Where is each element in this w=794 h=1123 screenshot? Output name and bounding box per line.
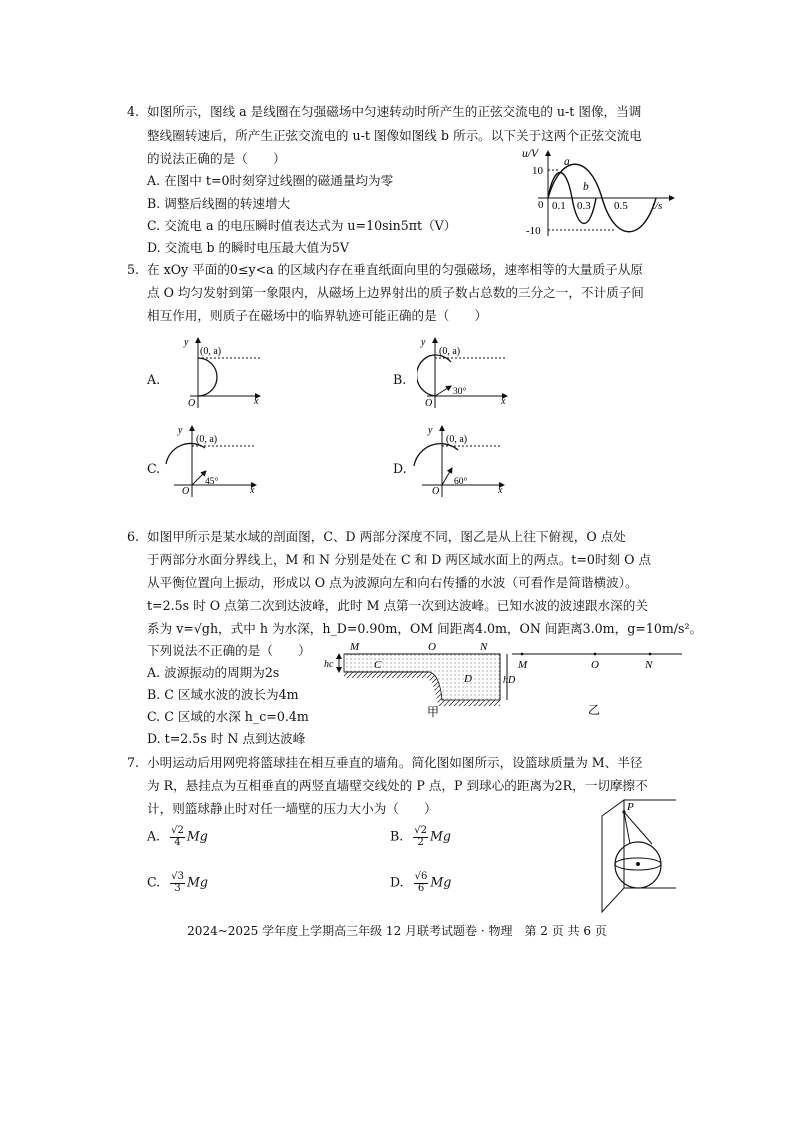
question-number: 7. — [127, 755, 140, 770]
x-axis-label: x — [501, 396, 506, 407]
point-p-label: P — [627, 801, 634, 813]
point-label: (0, a) — [446, 434, 468, 445]
x-axis-label: x — [250, 485, 255, 496]
question-text: 在 xOy 平面的0≤y<a 的区域内存在垂直纸面向里的匀强磁场，速率相等的大量质子从原 — [147, 262, 643, 277]
basketball-corner-figure — [590, 792, 682, 914]
x-tick-03: 0.3 — [577, 200, 591, 212]
angle-label: 45° — [205, 477, 219, 487]
option-label: B. — [390, 828, 404, 844]
option-label: C. — [147, 461, 161, 476]
curve-a-label: a — [564, 156, 570, 168]
question-text: 下列说法不正确的是（ ） — [147, 643, 311, 658]
question-text: 如图所示，图线 a 是线圈在匀强磁场中匀速转动时所产生的正弦交流电的 u-t 图像，当调 — [147, 104, 642, 119]
origin-label: O — [188, 398, 196, 409]
water-top-view-figure — [510, 640, 685, 716]
denominator: 2 — [417, 836, 424, 848]
point-o-label: O — [591, 659, 599, 671]
option-label: C. — [147, 874, 161, 890]
y-axis-label: u/V — [522, 148, 538, 160]
option-label: B. — [393, 372, 407, 387]
y-tick-10: 10 — [532, 165, 543, 177]
y-axis-label: y — [421, 337, 426, 348]
question-text: 小明运动后用网兜将篮球挂在相互垂直的墙角。简化图如图所示，设篮球质量为 M、半径 — [147, 755, 643, 770]
x-tick-05: 0.5 — [614, 200, 628, 212]
numerator: √2 — [171, 825, 184, 836]
option-d — [390, 872, 451, 894]
hc-label: hc — [324, 659, 334, 670]
option-c: C. 交流电 a 的电压瞬时值表达式为 u=10sin5πt（V） — [147, 218, 457, 233]
fraction — [413, 826, 428, 848]
denominator: 6 — [417, 882, 425, 894]
option-c: C. C 区域的水深 h_c=0.4m — [147, 709, 309, 724]
option-a: A. 在图中 t=0时刻穿过线圈的磁通量均为零 — [147, 173, 394, 188]
option-a: A. 波源振动的周期为2s — [147, 665, 280, 680]
figure-caption: 甲 — [427, 705, 440, 718]
page-footer: 2024~2025 学年度上学期高三年级 12 月联考试题卷 · 物理 第 2 页 共 6 页 — [187, 924, 607, 938]
angle-label: 60° — [454, 477, 468, 487]
y-axis-label: y — [428, 425, 433, 436]
numerator: √6 — [414, 871, 428, 882]
question-text: 点 O 均匀发射到第一象限内，从磁场上边界射出的质子数占总数的三分之一，不计质子间 — [147, 285, 644, 300]
option-label: A. — [147, 372, 161, 387]
trajectory-diagram-b — [417, 334, 512, 412]
point-m-label: M — [350, 641, 360, 653]
option-d: D. 交流电 b 的瞬时电压最大值为5V — [147, 240, 349, 255]
question-text: 为 R，悬挂点为互相垂直的两竖直墙壁交线处的 P 点，P 到球心的距离为2R，一切摩擦不 — [147, 778, 648, 793]
region-c-label: C — [374, 659, 382, 671]
region-d-label: D — [464, 673, 472, 685]
trajectory-diagram-a — [170, 334, 265, 412]
unit: Mg — [186, 828, 208, 844]
x-axis-label: x — [254, 396, 259, 407]
option-label: A. — [147, 828, 161, 844]
question-text: 的说法正确的是（ ） — [147, 151, 286, 166]
question-text: 计，则篮球静止时对任一墙壁的压力大小为（ ） — [147, 801, 437, 816]
option-b: B. C 区域水波的波长为4m — [147, 687, 299, 702]
question-number: 5. — [127, 262, 140, 277]
x-axis-label: t/s — [652, 200, 663, 212]
point-n-label: N — [645, 659, 653, 671]
point-label: (0, a) — [196, 434, 218, 445]
x-axis-label: x — [498, 485, 503, 496]
y-axis-label: y — [178, 425, 183, 436]
y-axis-label: y — [184, 337, 189, 348]
option-label: D. — [390, 874, 404, 890]
fraction — [414, 872, 429, 894]
numerator: √3 — [171, 871, 184, 882]
unit: Mg — [430, 828, 451, 844]
question-text: 整线圈转速后，所产生正弦交流电的 u-t 图像如图线 b 所示。以下关于这两个正弦交流电 — [147, 128, 642, 143]
y-tick-0: 0 — [538, 199, 544, 211]
numerator: √2 — [414, 825, 428, 836]
water-cross-section-figure — [322, 638, 522, 718]
question-text: 从平衡位置向上振动，形成以 O 点为波源向左和向右传播的水波（可看作是简谐横波）。 — [147, 575, 638, 590]
option-b: B. 调整后线圈的转速增大 — [147, 196, 291, 211]
origin-label: O — [425, 398, 433, 409]
y-tick-neg10: -10 — [526, 225, 541, 237]
angle-label: 30° — [453, 387, 467, 397]
ut-graph — [518, 148, 680, 240]
unit: Mg — [186, 874, 208, 890]
origin-label: O — [432, 486, 440, 497]
option-c — [147, 872, 208, 894]
denominator: 3 — [174, 882, 181, 894]
option-a — [147, 826, 208, 848]
fraction — [170, 872, 185, 894]
point-o-label: O — [428, 641, 436, 653]
option-d: D. t=2.5s 时 N 点到达波峰 — [147, 731, 306, 746]
question-number: 6. — [127, 529, 140, 544]
point-label: (0, a) — [200, 346, 222, 357]
question-text: 相互作用，则质子在磁场中的临界轨迹可能正确的是（ ） — [147, 308, 488, 323]
fraction — [170, 826, 185, 848]
question-number: 4. — [127, 104, 140, 119]
unit: Mg — [430, 874, 452, 890]
question-text: 于两部分水面分界线上，M 和 N 分别是处在 C 和 D 两区域水面上的两点。t=0时刻 O 点 — [147, 552, 652, 567]
trajectory-diagram-d — [408, 422, 508, 500]
question-text: 系为 v=√gh，式中 h 为水深，h_D=0.90m，OM 间距离4.0m，ON 间距离3.0m，g=10m/s²。 — [147, 621, 703, 636]
question-text: t=2.5s 时 O 点第二次到达波峰，此时 M 点第一次到达波峰。已知水波的波速跟水深的关 — [147, 598, 648, 613]
question-text: 如图甲所示是某水域的剖面图，C、D 两部分深度不同，图乙是从上往下俯视，O 点处 — [147, 529, 626, 544]
point-n-label: N — [480, 641, 488, 653]
point-m-label: M — [518, 659, 528, 671]
option-b — [390, 826, 451, 848]
origin-label: O — [182, 486, 190, 497]
denominator: 4 — [174, 836, 181, 848]
hd-label: hD — [503, 675, 516, 686]
trajectory-diagram-c — [160, 422, 260, 500]
curve-b-label: b — [583, 181, 589, 193]
option-label: D. — [393, 461, 407, 476]
x-tick-01: 0.1 — [552, 200, 566, 212]
figure-caption: 乙 — [588, 703, 601, 716]
point-label: (0, a) — [439, 346, 461, 357]
